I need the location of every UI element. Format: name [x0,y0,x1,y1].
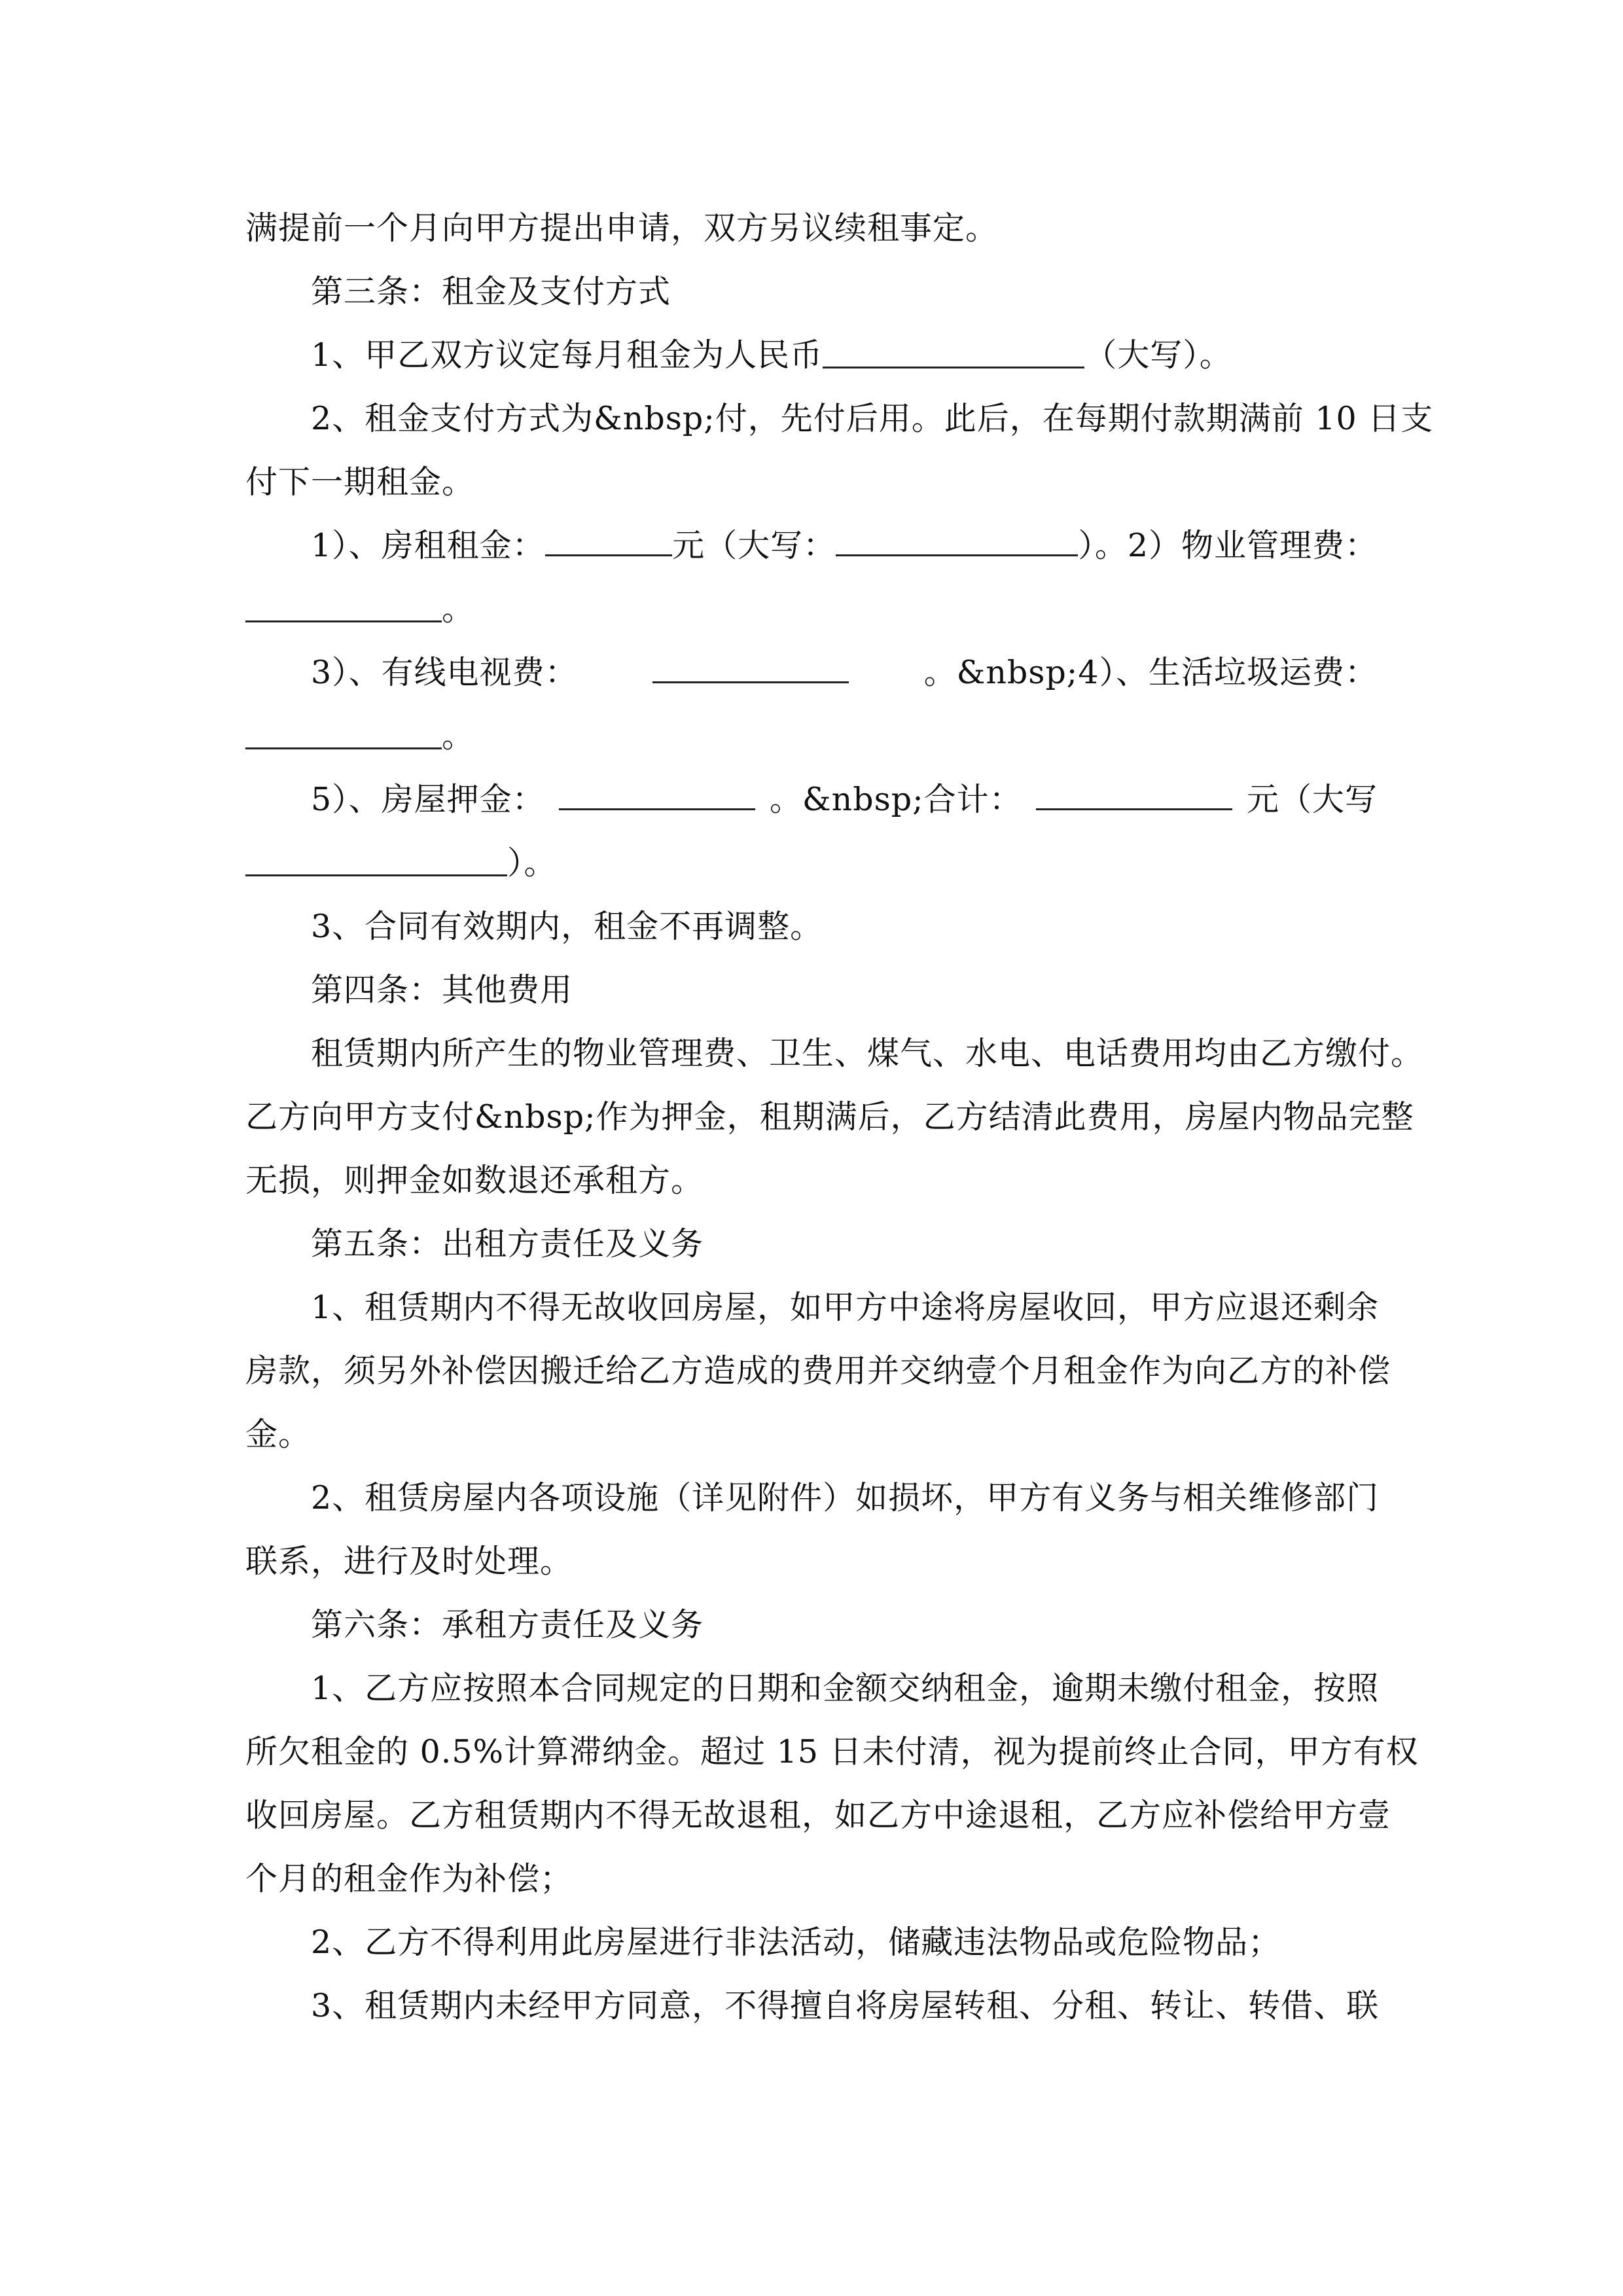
line-text: 。 [442,717,475,755]
text-line [245,1974,1378,2037]
fill-in-blank[interactable] [545,554,672,556]
line-text: 联系，进行及时处理。 [245,1543,573,1580]
text-line [245,1784,1391,1847]
text-line [245,577,1378,641]
line-text: 3、合同有效期内，租金不再调整。 [311,908,823,945]
fill-in-blank[interactable] [1036,808,1232,810]
line-text: 2、租金支付方式为&nbsp;付，先付后用。此后，在每期付款期满前 10 日支 [311,400,1434,437]
line-text: （大写）。 [1084,336,1232,374]
line-text: 2、租赁房屋内各项设施（详见附件）如损坏，甲方有义务与相关维修部门 [311,1479,1380,1516]
fill-in-blank[interactable] [836,554,1078,556]
text-line [245,323,1378,387]
section-heading-article-3 [245,260,1378,323]
text-line [245,1720,1419,1784]
fill-in-blank[interactable] [823,366,1084,368]
fill-in-blank[interactable] [245,747,442,749]
text-line [245,768,1378,831]
line-text: 1）、房租租金： [311,527,545,564]
fill-in-blank[interactable] [245,620,442,622]
text-line [245,1403,1378,1466]
heading-text: 第五条：出租方责任及义务 [311,1225,704,1263]
section-heading-article-5 [245,1212,1378,1276]
fill-in-blank[interactable] [652,681,849,683]
text-line [245,831,1378,895]
text-line [245,387,1434,450]
line-text: 金。 [245,1416,312,1453]
line-text: 满提前一个月向甲方提出申请，双方另议续租事定。 [245,209,999,247]
line-text: 3）、有线电视费： [311,654,578,691]
text-line [245,1085,1414,1149]
text-line [245,1530,1378,1593]
heading-text: 第三条：租金及支付方式 [311,273,671,310]
line-text: 租赁期内所产生的物业管理费、卫生、煤气、水电、电话费用均由乙方缴付。 [311,1035,1424,1072]
line-text: ）。 [507,844,557,882]
line-text: 房款，须另外补偿因搬迁给乙方造成的费用并交纳壹个月租金作为向乙方的补偿 [245,1352,1391,1390]
text-line [245,641,1378,704]
line-text: 。 [442,590,475,628]
text-line [245,895,1378,958]
heading-text: 第六条：承租方责任及义务 [311,1606,704,1643]
line-text: 2、乙方不得利用此房屋进行非法活动，储藏违法物品或危险物品； [311,1924,1281,1961]
fill-in-blank[interactable] [559,808,755,810]
line-text: 元（大写 [1246,781,1378,818]
line-text: 3、租赁期内未经甲方同意，不得擅自将房屋转租、分租、转让、转借、联 [311,1987,1380,2024]
line-text: 所欠租金的 0.5%计算滞纳金。超过 15 日未付清，视为提前终止合同，甲方有权 [245,1733,1419,1770]
line-text: 收回房屋。乙方租赁期内不得无故退租，如乙方中途退租，乙方应补偿给甲方壹 [245,1797,1391,1834]
line-text: 。&nbsp;4）、生活垃圾运费： [923,654,1378,691]
line-text: 5）、房屋押金： [311,781,545,818]
line-text: 。&nbsp;合计： [770,781,1022,818]
heading-text: 第四条：其他费用 [311,971,573,1009]
text-line [245,1022,1424,1085]
text-line [245,1910,1378,1974]
text-line [245,1847,1378,1910]
section-heading-article-6 [245,1593,1378,1657]
text-line [245,704,1378,768]
section-heading-article-4 [245,958,1378,1022]
line-text: 1、租赁期内不得无故收回房屋，如甲方中途将房屋收回，甲方应退还剩余 [311,1289,1380,1326]
line-text: 付下一期租金。 [245,463,475,501]
contract-text-body [245,196,1434,2037]
text-line [245,1149,1378,1212]
line-text: 无损，则押金如数退还承租方。 [245,1162,704,1199]
text-line [245,1339,1391,1403]
text-line [245,196,1378,260]
text-line [245,1276,1378,1339]
line-text: 个月的租金作为补偿； [245,1860,573,1897]
line-text: 乙方向甲方支付&nbsp;作为押金，租期满后，乙方结清此费用，房屋内物品完整 [245,1098,1414,1136]
text-line [245,450,1378,514]
text-line [245,1657,1378,1720]
line-text: 1、甲乙双方议定每月租金为人民币 [311,336,823,374]
line-text: ）。2）物业管理费： [1078,527,1378,564]
text-line [245,514,1378,577]
text-line [245,1466,1378,1530]
line-text: 1、乙方应按照本合同规定的日期和金额交纳租金，逾期未缴付租金，按照 [311,1670,1380,1707]
line-text: 元（大写： [672,527,836,564]
fill-in-blank[interactable] [245,874,507,876]
